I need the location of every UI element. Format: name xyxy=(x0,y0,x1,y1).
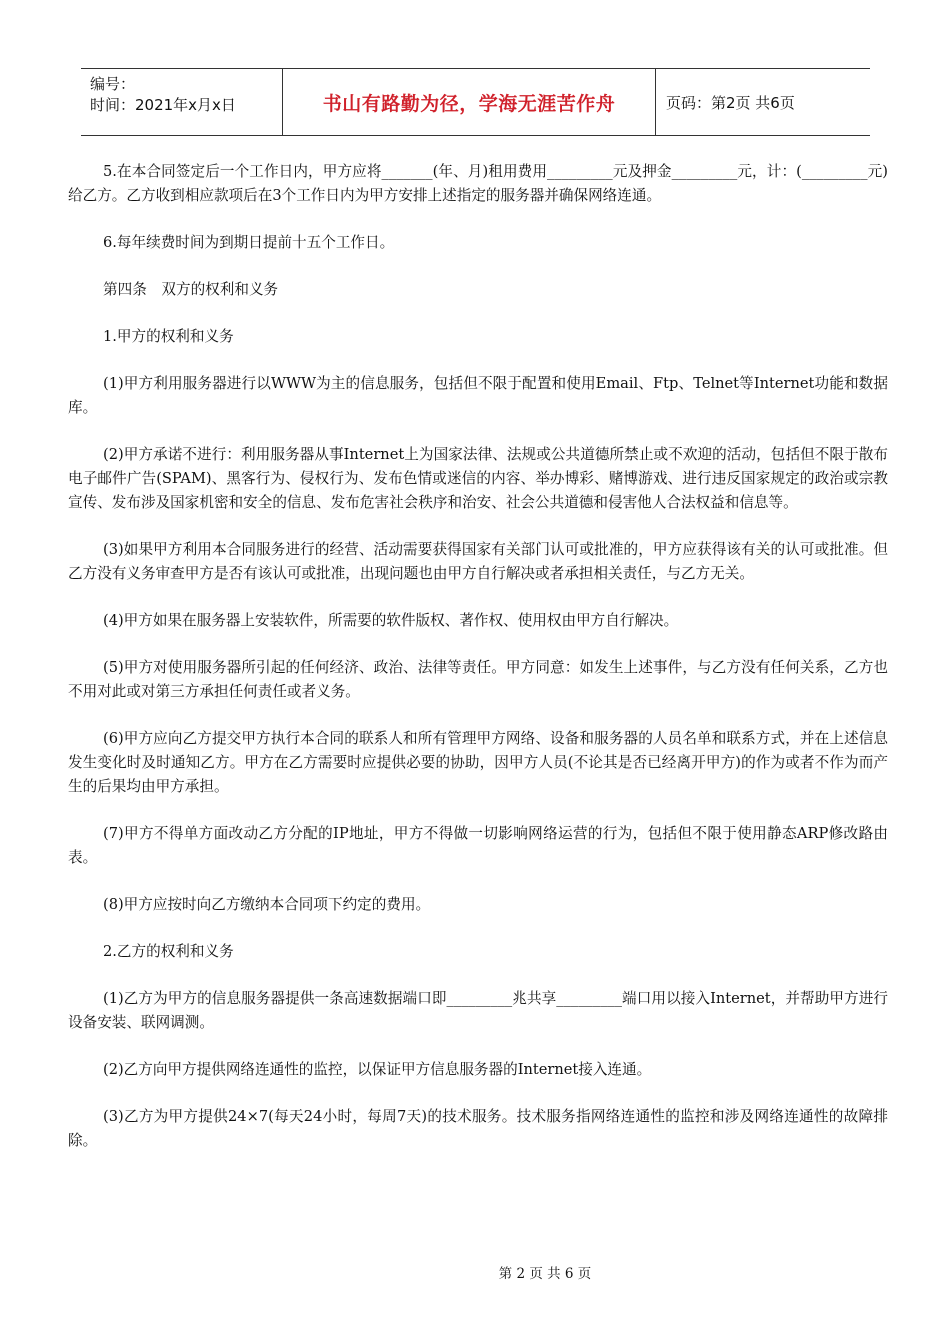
paragraph: (4)甲方如果在服务器上安装软件，所需要的软件版权、著作权、使用权由甲方自行解决。 xyxy=(103,612,679,629)
header-page-label: 页码：第2页 共6页 xyxy=(666,93,795,112)
paragraph: (3)乙方为甲方提供24×7(每天24小时，每周7天)的技术服务。技术服务指网络连通性的监控和涉及网络连通性的故障排除。 xyxy=(68,1108,888,1149)
subsection-heading: 2.乙方的权利和义务 xyxy=(103,943,234,960)
paragraph: (3)如果甲方利用本合同服务进行的经营、活动需要获得国家有关部门认可或批准的，甲方应获得该有关的认可或批准。但乙方没有义务审查甲方是否有该认可或批准，出现问题也由甲方自行解决或者承担相关责任，与乙方无关。 xyxy=(68,541,888,582)
paragraph: (1)甲方利用服务器进行以WWW为主的信息服务，包括但不限于配置和使用Email、Ftp、Telnet等Internet功能和数据库。 xyxy=(68,375,888,416)
page-header xyxy=(81,68,870,136)
page-footer: 第 2 页 共 6 页 xyxy=(498,1266,592,1282)
date-label: 时间：2021年x月x日 xyxy=(90,96,236,114)
paragraph: (5)甲方对使用服务器所引起的任何经济、政治、法律等责任。甲方同意：如发生上述事件，与乙方没有任何关系，乙方也不用对此或对第三方承担任何责任或者义务。 xyxy=(68,659,888,700)
subsection-heading: 1.甲方的权利和义务 xyxy=(103,328,234,345)
paragraph: (1)乙方为甲方的信息服务器提供一条高速数据端口即_________兆共享_________端口用以接入Internet，并帮助甲方进行设备安装、联网调测。 xyxy=(68,990,888,1031)
paragraph: (8)甲方应按时向乙方缴纳本合同项下约定的费用。 xyxy=(103,896,431,913)
paragraph: (6)甲方应向乙方提交甲方执行本合同的联系人和所有管理甲方网络、设备和服务器的人员名单和联系方式，并在上述信息发生变化时及时通知乙方。甲方在乙方需要时应提供必要的协助，因甲方人员(不论其是否已经离开甲方)的作为或者不作为而产生的后果均由甲方承担。 xyxy=(68,730,888,795)
paragraph: (2)甲方承诺不进行：利用服务器从事Internet上为国家法律、法规或公共道德所禁止或不欢迎的活动，包括但不限于散布电子邮件广告(SPAM)、黑客行为、侵权行为、发布色情或迷信的内容、举办博彩、赌博游戏、进行违反国家规定的政治或宗教宣传、发布涉及国家机密和安全的信息、发布危害社会秩序和治安、社会公共道德和侵害他人合法权益和信息等。 xyxy=(68,446,888,511)
section-heading: 第四条 双方的权利和义务 xyxy=(103,281,279,298)
paragraph: 6.每年续费时间为到期日提前十五个工作日。 xyxy=(103,234,395,251)
document-body xyxy=(68,160,888,1176)
header-meta xyxy=(81,69,283,135)
code-label: 编号： xyxy=(90,75,136,93)
paragraph: (2)乙方向甲方提供网络连通性的监控，以保证甲方信息服务器的Internet接入连通。 xyxy=(103,1061,652,1078)
paragraph: 5.在本合同签定后一个工作日内，甲方应将_______(年、月)租用费用_________元及押金_________元，计：(_________元)给乙方。乙方收到相应款项后在3个工作日内为甲方安排上述指定的服务器并确保网络连通。 xyxy=(68,163,888,204)
header-motto: 书山有路勤为径，学海无涯苦作舟 xyxy=(283,69,656,135)
paragraph: (7)甲方不得单方面改动乙方分配的IP地址，甲方不得做一切影响网络运营的行为，包括但不限于使用静态ARP修改路由表。 xyxy=(68,825,888,866)
